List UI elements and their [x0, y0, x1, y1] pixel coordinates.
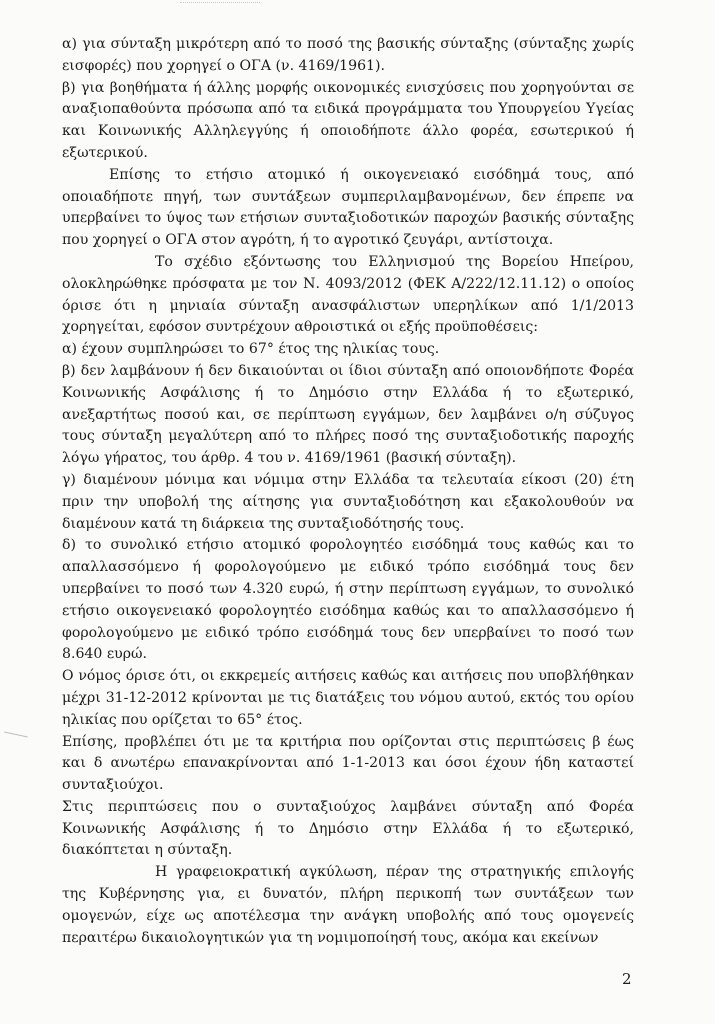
paragraph-annual-income: Επίσης το ετήσιο ατομικό ή οικογενειακό εισόδημά τους, από οποιαδήποτε πηγή, των συντάξεων συμπεριλαμβανομένων, δεν έπρεπε να υπερβαίνει το ύψος των ετήσιων συνταξιοδοτικών παροχών βασικής σύνταξης που χορηγεί ο ΟΓΑ στον αγρότη, ή το αγροτικό ζευγάρι, αντίστοιχα. [62, 166, 634, 249]
paragraph-re-evaluation: Επίσης, προβλέπει ότι με τα κριτήρια που ορίζονται στις περιπτώσεις β έως και δ ανωτέρω επανακρίνονται από 1-1-2013 και όσοι έχουν ήδη καταστεί συνταξιούχοι. [62, 733, 634, 794]
paragraph-pending-applications: Ο νόμος όρισε ότι, οι εκκρεμείς αιτήσεις καθώς και αιτήσεις που υποβλήθηκαν μέχρι 31-12-2012 κρίνονται με τις διατάξεις του νόμου αυτού, εκτός του ορίου ηλικίας που ορίζεται το 65° έτος. [62, 668, 634, 728]
paragraph-bureaucracy: Η γραφειοκρατική αγκύλωση, πέραν της στρατηγικής επιλογής της Κυβέρνησης για, ει δυνατόν, πλήρη περικοπή των συντάξεων των ομογενών, είχε ως αποτέλεσμα την ανάγκη υποβολής από τους ομογενείς περαιτέρω δικαιολογητικών για τη νομιμοποίησή τους, ακόμα και εκείνων [62, 864, 634, 946]
paragraph-beta-benefits: β) για βοηθήματα ή άλλης μορφής οικονομικές ενισχύσεις που χορηγούνται σε αναξιοπαθούντα πρόσωπα από τα ειδικά προγράμματα του Υπουργείου Υγείας και Κοινωνικής Αλληλεγγύης ή οποιοδήποτε άλλο φορέα, εσωτερικού ή εξωτερικού. [62, 79, 634, 161]
condition-beta-no-pension: β) δεν λαμβάνουν ή δεν δικαιούνται οι ίδιοι σύνταξη από οποιονδήποτε Φορέα Κοινωνικής Ασφάλισης ή το Δημόσιο στην Ελλάδα ή το εξωτερικό, ανεξαρτήτως ποσού και, σε περίπτωση εγγάμων, δεν λαμβάνει ο/η σύζυγος τους σύνταξη μεγαλύτερη από το πλήρες ποσό της συνταξιοδοτικής παροχής λόγω γήρατος, του άρθρ. 4 του ν. 4169/1961 (βασική σύνταξη). [62, 362, 634, 467]
margin-mark [4, 732, 28, 738]
condition-gamma-residence: γ) διαμένουν μόνιμα και νόμιμα στην Ελλάδα τα τελευταία είκοσι (20) έτη πριν την υποβολή της αίτησης για συνταξιοδότηση και εξακολουθούν να διαμένουν κατά τη διάρκεια της συνταξιοδότησής τους. [62, 471, 634, 532]
paragraph-pension-interruption: Στις περιπτώσεις που ο συνταξιούχος λαμβάνει σύνταξη από Φορέα Κοινωνικής Ασφάλισης ή το Δημόσιο στην Ελλάδα ή το εξωτερικό, διακόπτεται η σύνταξη. [62, 798, 634, 859]
condition-alpha-age: α) έχουν συμπληρώσει το 67° έτος της ηλικίας τους. [62, 341, 440, 358]
document-body [62, 34, 634, 949]
paragraph-alpha-pension: α) για σύνταξη μικρότερη από το ποσό της βασικής σύνταξης (σύνταξης χωρίς εισφορές) που χορηγεί ο ΟΓΑ (ν. 4169/1961). [62, 36, 634, 74]
page-number: 2 [622, 970, 632, 988]
scan-artifact [180, 2, 260, 7]
paragraph-law-4093: Το σχέδιο εξόντωσης του Ελληνισμού της Βορείου Ηπείρου, ολοκληρώθηκε πρόσφατα με τον Ν. 4093/2012 (ΦΕΚ Α/222/12.11.12) ο οποίος όρισε ότι η μηνιαία σύνταξη ανασφάλιστων υπερηλίκων από 1/1/2013 χορηγείται, εφόσον συντρέχουν αθροιστικά οι εξής προϋποθέσεις: [62, 253, 634, 336]
condition-delta-income: δ) το συνολικό ετήσιο ατομικό φορολογητέο εισόδημά τους καθώς και το απαλλασσόμενο ή φορολογούμενο με ειδικό τρόπο εισόδημά τους δεν υπερβαίνει το ποσό των 4.320 ευρώ, ή στην περίπτωση εγγάμων, το συνολικό ετήσιο οικογενειακό φορολογητέο εισόδημα καθώς και το απαλλασσόμενο ή φορολογούμενο με ειδικό τρόπο εισόδημά τους δεν υπερβαίνει το ποσό των 8.640 ευρώ. [62, 537, 634, 663]
